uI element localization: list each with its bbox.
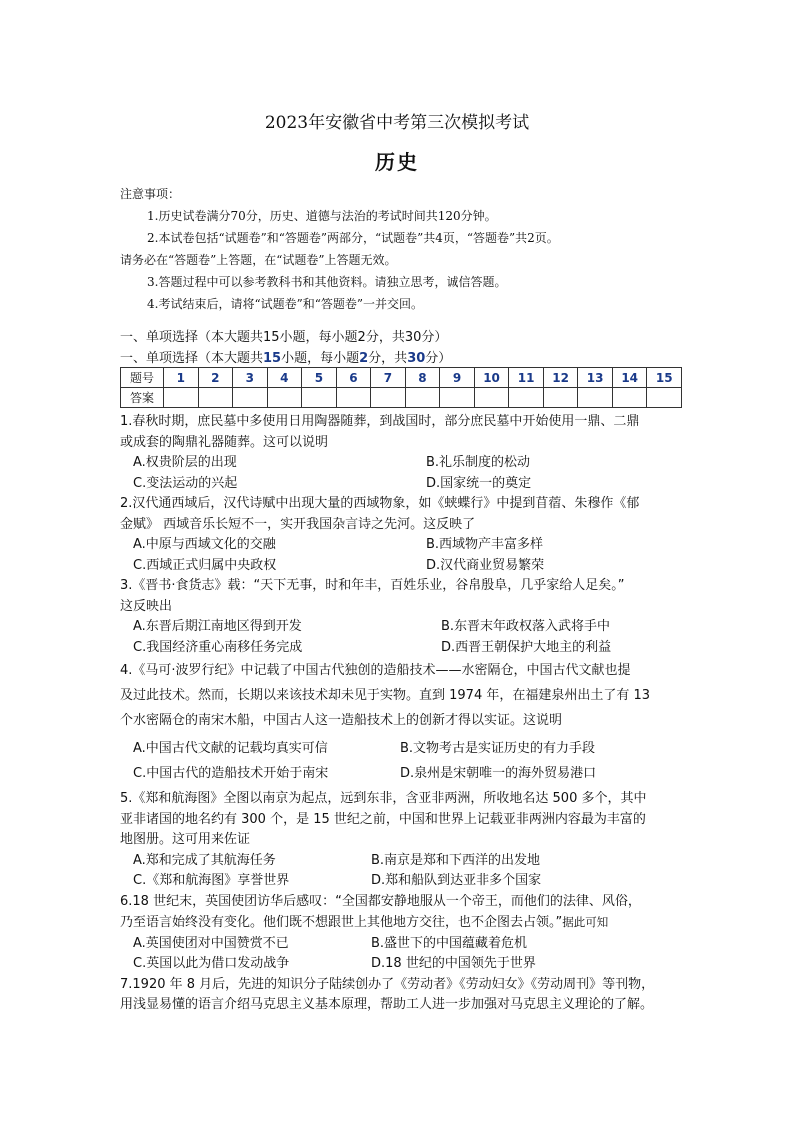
question-number-cell: 4 xyxy=(267,368,302,388)
stem-line: 3.《晋书·食货志》载：“天下无事，时和年丰，百姓乐业，谷帛殷阜，几乎家给人足矣。” xyxy=(120,578,625,593)
option-d[interactable]: D.18 世纪的中国领先于世界 xyxy=(371,956,536,971)
option-c[interactable]: C.我国经济重心南移任务完成 xyxy=(133,639,303,655)
answer-cell[interactable] xyxy=(647,388,682,408)
stem-line: 1.春秋时期，庶民墓中多使用日用陶器随葬，到战国时，部分庶民墓中开始使用一鼎、二鼎 xyxy=(120,414,640,429)
answer-label: 答案 xyxy=(121,388,164,408)
section-suffix: 分） xyxy=(425,351,452,366)
stem-line: 亚非诸国的地名约有 300 个，是 15 世纪之前，中国和世界上记载亚非两洲内容最为丰富的 xyxy=(120,811,646,827)
option-a[interactable]: A.东晋后期江南地区得到开发 xyxy=(133,619,302,634)
question-options xyxy=(120,851,690,892)
option-d[interactable]: D.国家统一的奠定 xyxy=(426,475,532,491)
stem-line: 这反映出 xyxy=(120,598,173,614)
question-stem xyxy=(120,494,690,535)
stem-line: 7.1920 年 8 月后，先进的知识分子陆续创办了《劳动者》《劳动妇女》《劳动周刊》等刊物， xyxy=(120,976,655,992)
question-5 xyxy=(120,789,690,892)
question-number-cell: 7 xyxy=(371,368,406,388)
option-d[interactable]: D.泉州是宋朝唯一的海外贸易港口 xyxy=(400,766,597,781)
answer-table xyxy=(120,367,682,408)
option-d[interactable]: D.西晋王朝保护大地主的利益 xyxy=(441,639,612,655)
note-item-1: 1.历史试卷满分70分，历史、道德与法治的考试时间共120分钟。 xyxy=(147,209,497,223)
note-item-3: 3.答题过程中可以参考教科书和其他资料。请独立思考，诚信答题。 xyxy=(147,275,507,289)
exam-notes xyxy=(120,183,710,315)
question-number-cell: 3 xyxy=(233,368,268,388)
points-each: 2 xyxy=(359,351,369,366)
option-a[interactable]: A.权贵阶层的出现 xyxy=(133,455,237,470)
answer-cell[interactable] xyxy=(474,388,509,408)
answer-cell[interactable] xyxy=(509,388,544,408)
question-number-label: 题号 xyxy=(121,368,164,388)
note-item-2-continued: 请务必在“答题卷”上答题，在“试题卷”上答题无效。 xyxy=(120,253,397,267)
note-item-2: 2.本试卷包括“试题卷”和“答题卷”两部分，“试题卷”共4页，“答题卷”共2页。 xyxy=(147,231,559,245)
stem-line: 6.18 世纪末，英国使团访华后感叹：“全国都安静地服从一个帝王，而他们的法律、风俗， xyxy=(120,893,641,909)
section-heading-repeat xyxy=(120,347,451,366)
question-number-cell: 13 xyxy=(578,368,613,388)
section-prefix: 一、单项选择（本大题共 xyxy=(120,351,264,366)
question-stem xyxy=(120,975,690,1016)
question-stem xyxy=(120,658,690,733)
answer-cell[interactable] xyxy=(440,388,475,408)
question-number-cell: 14 xyxy=(612,368,647,388)
question-count: 15 xyxy=(263,351,282,366)
question-number-cell: 2 xyxy=(198,368,233,388)
stem-line: 地图册。这可用来佐证 xyxy=(120,832,251,847)
question-number-cell: 9 xyxy=(440,368,475,388)
question-number-cell: 12 xyxy=(543,368,578,388)
question-stem xyxy=(120,412,690,453)
option-d[interactable]: D.郑和船队到达亚非多个国家 xyxy=(371,873,542,888)
note-item-4: 4.考试结束后，请将“试题卷”和“答题卷”一并交回。 xyxy=(147,297,423,311)
question-options xyxy=(120,934,690,975)
question-stem xyxy=(120,576,690,617)
question-number-cell: 10 xyxy=(474,368,509,388)
answer-cell[interactable] xyxy=(267,388,302,408)
option-a[interactable]: A.中国古代文献的记载均真实可信 xyxy=(133,741,328,756)
option-c[interactable]: C.英国以此为借口发动战争 xyxy=(133,956,290,971)
question-options xyxy=(120,617,690,658)
answer-table-number-row xyxy=(121,368,682,388)
question-number-cell: 11 xyxy=(509,368,544,388)
option-c[interactable]: C.中国古代的造船技术开始于南宋 xyxy=(133,766,329,781)
question-number-cell: 5 xyxy=(302,368,337,388)
question-stem xyxy=(120,892,690,934)
question-options xyxy=(120,453,690,494)
option-b[interactable]: B.南京是郑和下西洋的出发地 xyxy=(371,852,541,868)
option-b[interactable]: B.文物考古是实证历史的有力手段 xyxy=(400,741,596,756)
section-mid1: 小题，每小题 xyxy=(281,351,360,366)
question-number-cell: 6 xyxy=(336,368,371,388)
stem-line: 5.《郑和航海图》全图以南京为起点，远到东非，含亚非两洲，所收地名达 500 多个，其中 xyxy=(120,791,647,806)
stem-line xyxy=(120,912,690,934)
subject-title: 历史 xyxy=(375,150,419,174)
answer-cell[interactable] xyxy=(612,388,647,408)
option-b[interactable]: B.盛世下的中国蕴藏着危机 xyxy=(371,935,528,951)
answer-cell[interactable] xyxy=(371,388,406,408)
option-b[interactable]: B.西域物产丰富多样 xyxy=(426,537,544,552)
stem-line: 4.《马可·波罗行纪》中记载了中国古代独创的造船技术——水密隔仓，中国古代文献也提 xyxy=(120,663,631,678)
stem-line: 个水密隔仓的南宋木船，中国古人这一造船技术上的创新才得以实证。这说明 xyxy=(120,713,563,728)
option-b[interactable]: B.礼乐制度的松动 xyxy=(426,455,531,470)
answer-cell[interactable] xyxy=(336,388,371,408)
option-a[interactable]: A.英国使团对中国赞赏不已 xyxy=(133,935,289,951)
question-number-cell: 1 xyxy=(164,368,199,388)
exam-title: 2023年安徽省中考第三次模拟考试 xyxy=(264,113,530,133)
question-2 xyxy=(120,494,690,576)
stem-tail: 据此可知 xyxy=(562,915,609,929)
section-heading: 一、单项选择（本大题共15小题，每小题2分，共30分） xyxy=(120,330,448,345)
stem-line: 或成套的陶鼎礼器随葬。这可以说明 xyxy=(120,434,329,450)
question-4 xyxy=(120,658,690,786)
section-mid2: 分，共 xyxy=(368,351,408,366)
answer-cell[interactable] xyxy=(233,388,268,408)
answer-cell[interactable] xyxy=(164,388,199,408)
stem-text: 乃至语言始终没有变化。他们既不想跟世上其他地方交往，也不企图去占领。” xyxy=(120,915,563,930)
option-c[interactable]: C.《郑和航海图》享誉世界 xyxy=(133,873,290,888)
question-options xyxy=(120,535,690,576)
points-total: 30 xyxy=(407,351,426,366)
option-d[interactable]: D.汉代商业贸易繁荣 xyxy=(426,557,545,573)
stem-line: 用浅显易懂的语言介绍马克思主义基本原理，帮助工人进一步加强对马克思主义理论的了解。 xyxy=(120,997,654,1012)
question-7 xyxy=(120,975,690,1016)
question-1 xyxy=(120,412,690,494)
answer-cell[interactable] xyxy=(543,388,578,408)
stem-line: 金赋》 西域音乐长短不一，实开我国杂言诗之先河。这反映了 xyxy=(120,516,476,532)
answer-table-answer-row xyxy=(121,388,682,408)
answer-cell[interactable] xyxy=(302,388,337,408)
notes-heading: 注意事项： xyxy=(120,187,181,201)
option-b[interactable]: B.东晋末年政权落入武将手中 xyxy=(441,619,611,634)
question-number-cell: 15 xyxy=(647,368,682,388)
option-c[interactable]: C.变法运动的兴起 xyxy=(133,475,238,491)
question-3 xyxy=(120,576,690,658)
question-number-cell: 8 xyxy=(405,368,440,388)
answer-cell[interactable] xyxy=(578,388,613,408)
option-a[interactable]: A.郑和完成了其航海任务 xyxy=(133,852,276,868)
option-c[interactable]: C.西域正式归属中央政权 xyxy=(133,557,277,573)
answer-cell[interactable] xyxy=(405,388,440,408)
stem-line: 2.汉代通西域后，汉代诗赋中出现大量的西域物象，如《蛱蝶行》中提到苜蓿、朱穆作《郁 xyxy=(120,496,640,511)
question-stem xyxy=(120,789,690,851)
question-options xyxy=(120,736,690,786)
stem-line: 及过此技术。然而，长期以来该技术却未见于实物。直到 1974 年，在福建泉州出土了有 13 xyxy=(120,688,651,703)
answer-cell[interactable] xyxy=(198,388,233,408)
question-list xyxy=(120,412,690,1016)
option-a[interactable]: A.中原与西域文化的交融 xyxy=(133,537,276,552)
question-6 xyxy=(120,892,690,975)
